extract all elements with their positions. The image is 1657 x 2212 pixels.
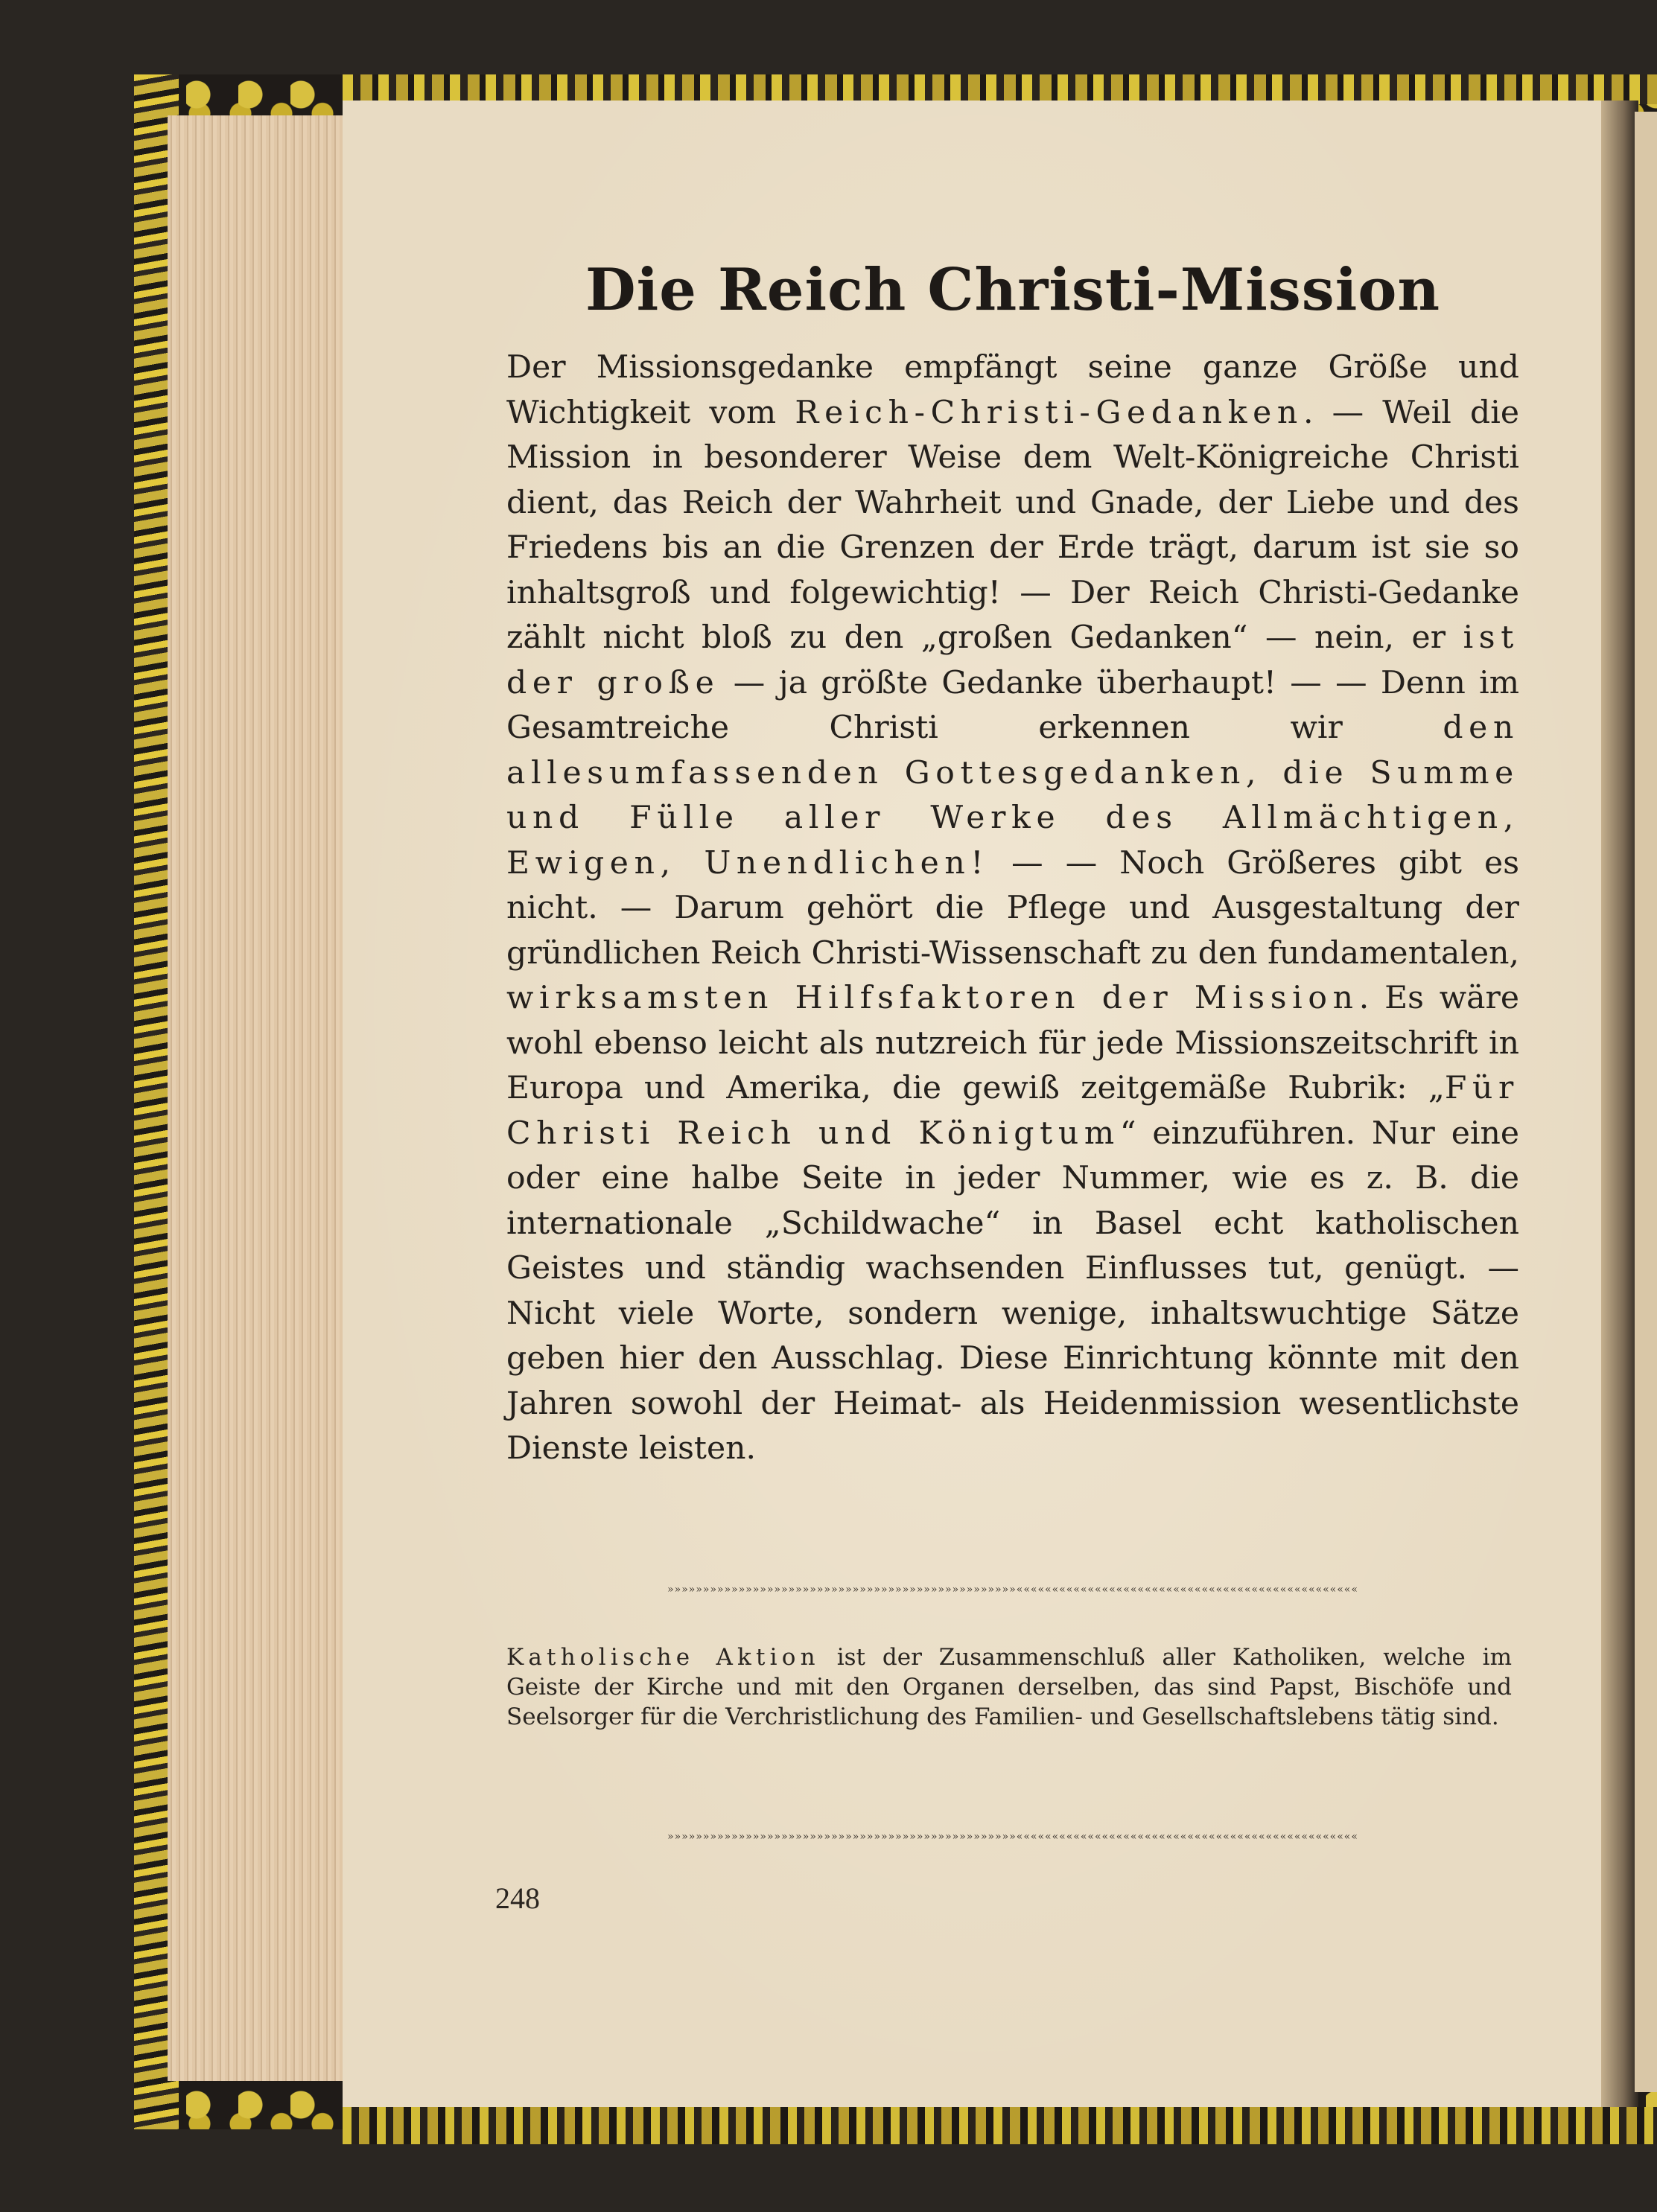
bottom-cover-edge [343,2107,1657,2144]
emphasized-segment: wirksamsten Hilfsfaktoren der Mission [506,980,1359,1016]
page-content [506,253,1519,1472]
footnote [506,1642,1512,1732]
ornamental-divider: »»»»»»»»»»»»»»»»»»»»»»»»»»»»»»»»»»»»»»»»»»»»»»»»»«««««««««««««««««««««««««««««««««««««««««««««««« [667,1832,1358,1842]
paragraph-segment: . Es wäre wohl ebenso leicht als nutzreich für jede Missionszeitschrift in Europa und Amerika, die gewiß zeitgemäße Rubrik: „ [506,980,1519,1106]
book-gutter [1601,101,1638,2107]
top-cover-edge [343,74,1657,104]
page-stack-edge [168,115,348,2081]
footnote-text: ist der Zusammenschluß aller Katholiken, welche im Geiste der Kirche und mit den Organen derselben, das sind Papst, Bischöfe und Seelsorger für die Verchristlichung des Familien- und Gesellschaftslebens tätig sind. [506,1644,1512,1730]
paragraph-segment: . — Weil die Mission in besonderer Weise dem Welt-Königreiche Christi dient, das Reich der Wahrheit und Gnade, der Liebe und des Friedens bis an die Grenzen der Erde trägt, darum ist sie so inhaltsgroß und folgewichtig! — Der Reich Christi-Gedanke zählt nicht bloß zu den „großen Gedanken“ — nein, er [506,394,1519,656]
paragraph-segment: — — Noch Größeres gibt es nicht. — Darum gehört die Pflege und Ausgestaltung der gründlichen Reich Christi-Wissenschaft zu den fundamentalen, [506,844,1519,972]
emphasized-segment: den allesumfassenden Gottesgedanken, die Summe und Fülle aller Werke des Allmächtigen, Ewigen, Unendlichen! [506,710,1519,882]
emphasized-segment: Reich-Christi-Gedanken [795,394,1303,431]
facing-page-edge [1635,112,1657,2092]
paragraph-segment: — ja größte Gedanke überhaupt! — — Denn im Gesamtreiche Christi erkennen wir [506,664,1519,746]
footnote-emphasis: Katholische Aktion [506,1644,820,1671]
body-paragraph [506,345,1519,1472]
ornamental-divider: »»»»»»»»»»»»»»»»»»»»»»»»»»»»»»»»»»»»»»»»»»»»»»»»»«««««««««««««««««««««««««««««««««««««««««««««««« [667,1584,1358,1595]
paragraph-segment: “ einzuführen. Nur eine oder eine halbe Seite in jeder Nummer, wie es z. B. die internationale „Schildwache“ in Basel echt katholischen Geistes und ständig wachsenden Einflusses tut, genügt. — Nicht viele Worte, sondern wenige, inhaltswuchtige Sätze geben hier den Ausschlag. Diese Einrichtung könnte mit den Jahren sowohl der Heimat- als Heidenmission wesentlichste Dienste leisten. [506,1115,1519,1467]
page-number: 248 [495,1881,540,1915]
paragraph-segment: Der Missionsgedanke empfängt seine ganze Größe und Wichtigkeit vom [506,349,1519,431]
emphasized-segment: Für Christi Reich und Königtum [506,1070,1519,1152]
page-title: Die Reich Christi-Mission [585,256,1441,324]
emphasized-segment: ist der große [506,619,1519,701]
